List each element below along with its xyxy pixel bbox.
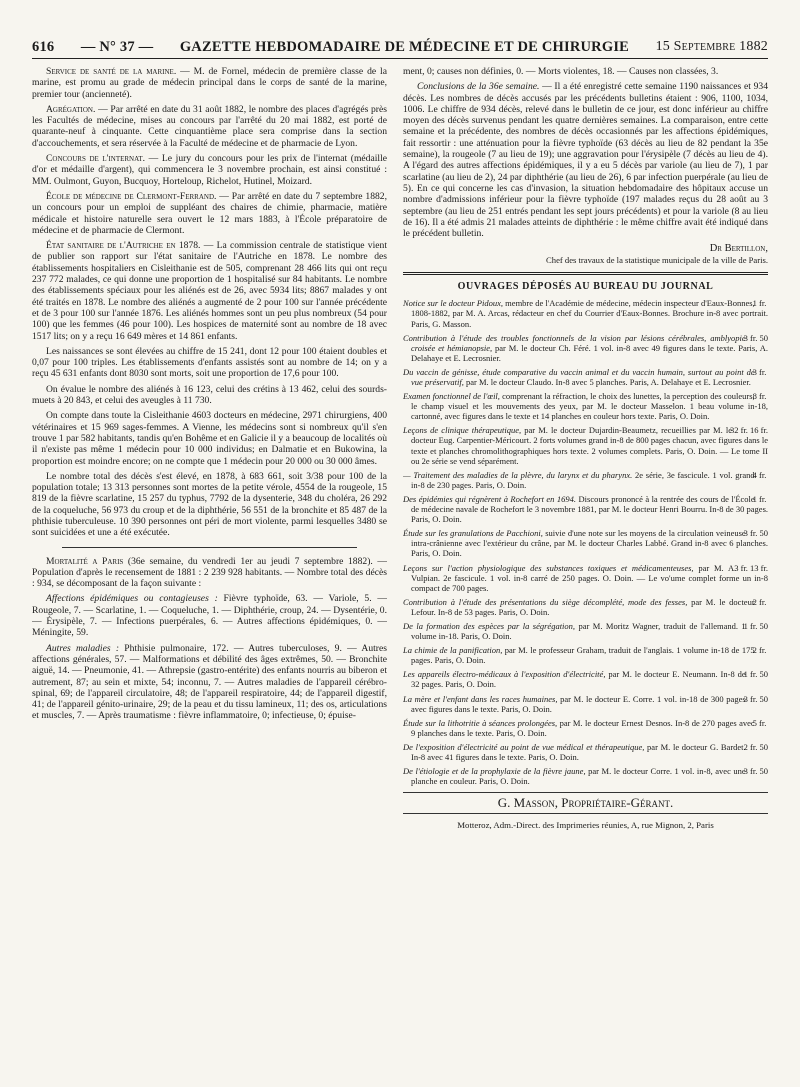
work-title: Notice sur le docteur Pidoux,	[403, 298, 504, 309]
paragraph-other-diseases: Autres maladies : Phthisie pulmonaire, 172. — Autres tuberculoses, 9. — Autres affections générales, 57. — Malformations et débilité des âges extrêmes, 50. — Bronchite aiguë, 14. — Pneumonie, 41. — Athrepsie (gastro-entérite) des enfants nourris au biberon et autrement, 87; au sein et mixte, 54; inconnu, 7. — Autres maladies de l'appareil cérébro-spinal, 69; de l'appareil circulatoire, 48; de l'appareil respiratoire, 44; de l'appareil digestif, 41; de l'appareil génito-urinaire, 29; de la peau et du tissu lamineux, 11; des os, articulations et muscles, 7. — Après traumatisme : fièvre inflammatoire, 0; infectieuse, 0; épuise-	[32, 642, 387, 722]
paragraph-alienes: On évalue le nombre des aliénés à 16 123, celui des crétins à 13 462, celui des sourds-muets à 20 843, et celui des aveugles à 11 730.	[32, 383, 387, 407]
work-price: 1 fr. 50	[743, 620, 768, 631]
work-title: Les appareils électro-médicaux à l'exposition d'électricité,	[403, 669, 606, 680]
work-title: — Traitement des maladies de la plèvre, du larynx et du pharynx.	[403, 469, 633, 480]
work-entry	[403, 645, 768, 665]
work-entry	[403, 621, 768, 641]
work-title: Examen fonctionnel de l'œil,	[403, 391, 500, 402]
work-title: La chimie de la panification,	[403, 645, 503, 656]
work-price: 2 fr. 50	[743, 741, 768, 752]
section-heading: État sanitaire de l'Autriche en 1878.	[46, 240, 201, 252]
work-description: par M. le docteur G. Bardet. In-8 avec 41 figures dans le texte. Paris, O. Doin.	[411, 741, 746, 762]
printer-line: Motteroz, Adm.-Direct. des Imprimeries réunies, A, rue Mignon, 2, Paris	[457, 819, 714, 830]
work-price: 3 fr. 50	[743, 766, 768, 777]
double-rule	[403, 272, 768, 275]
work-description: par M. le docteur Ch. Féré. 1 vol. in-8 avec 49 figures dans le texte. Paris, A. Delahaye et E. Lecrosnier.	[411, 342, 768, 363]
work-entry	[403, 597, 768, 617]
issue-number: — N° 37 —	[80, 38, 154, 55]
divider	[62, 547, 357, 548]
section-heading: Autres maladies :	[46, 642, 120, 654]
section-heading: École de médecine de Clermont-Ferrand.	[46, 190, 217, 202]
work-price: 3 fr.	[752, 366, 767, 377]
work-price: 3 fr. 50	[743, 332, 768, 343]
paragraph-clermont: École de médecine de Clermont-Ferrand. — Par arrêté en date du 7 septembre 1882, un concours pour un emploi de suppléant des chaires de chimie, pharmacie, matière médicale et histoire naturelle sera ouvert le 12 mars 1883, à l'École préparatoire de médecine et de pharmacie de Clermont.	[32, 190, 387, 236]
work-entry	[403, 425, 768, 465]
work-description: comprenant la réfraction, le choix des lunettes, la perception des couleurs, le champ visuel et les mouvements des yeux, par M. le docteur Masselon. 1 beau volume in-18, cartonné, avec figures dans le texte et 14 planches en couleur hors texte. Paris, O. Doin.	[411, 391, 768, 422]
work-entry	[403, 563, 768, 593]
work-price: 1 fr. 50	[743, 669, 768, 680]
work-price: 32 fr. 16 fr.	[729, 425, 768, 436]
work-entry	[403, 766, 768, 786]
work-price: 3 fr. 50	[743, 528, 768, 539]
section-heading: Conclusions de la 36e semaine.	[417, 81, 540, 93]
work-description: par M. le docteur E. Corre. 1 vol. in-18 de 300 pages avec figures dans le texte. Paris, O. Doin.	[411, 693, 746, 714]
work-price: 4 fr.	[752, 469, 767, 480]
work-price: 5 fr.	[752, 717, 767, 728]
section-heading: Mortalité a Paris	[46, 555, 124, 567]
page-number: 616	[32, 38, 55, 55]
paragraph-deaths: Le nombre total des décès s'est élevé, en 1878, à 683 661, soit 3/38 pour 100 de la population totale; 13 313 personnes sont mortes de la petite vérole, 4554 de la rougeole, 15 819 de la fièvre scarlatine, 15 257 du typhus, 7792 de la dysenterie, 348 du choléra, 26 292 de la coqueluche, 56 973 du croup et de la diphthérie, 56 551 de la bronchite et 85 487 de la phthisie tuberculeuse. 10 390 personnes ont péri de mort violente, parmi lesquelles 3480 se sont suicidées et une a été exécutée.	[32, 470, 387, 539]
work-title: De l'exposition d'électricité au point de vue médical et thérapeutique,	[403, 741, 645, 752]
work-entry	[403, 494, 768, 524]
paragraph-epidemic: Affections épidémiques ou contagieuses : Fièvre typhoïde, 63. — Variole, 5. — Rougeole, 7. — Scarlatine, 1. — Coqueluche, 1. — Diphthérie, croup, 24. — Dysentérie, 0. — Érysipèle, 7. — Infections puerpérales, 6. — Autres affections épidémiques, 0. — Méningite, 59.	[32, 593, 387, 639]
work-title: De la formation des espèces par la ségrégation,	[403, 620, 576, 631]
journal-title: GAZETTE HEBDOMADAIRE DE MÉDECINE ET DE CHIRURGIE	[179, 38, 630, 55]
work-description: par M. le professeur Graham, traduit de l'anglais. 1 volume in-18 de 175 pages. Paris, O. Doin.	[411, 645, 755, 666]
section-heading: Affections épidémiques ou contagieuses :	[46, 593, 218, 605]
work-description: par M. le docteur E. Neumann. In-8 de 32 pages. Paris, O. Doin.	[411, 669, 746, 690]
work-price: 2 fr.	[752, 596, 767, 607]
work-entry	[403, 742, 768, 762]
work-title: Étude sur la lithotritie à séances prolongées,	[403, 717, 558, 728]
work-entry	[403, 470, 768, 490]
work-price: 8 fr.	[752, 391, 767, 402]
work-price: 2 fr.	[752, 645, 767, 656]
work-description: Discours prononcé à la rentrée des cours de l'École de médecine navale de Rochefort le 3 novembre 1881, par M. le docteur Henri Bourru. In-8 de 30 pages. Paris, O. Doin.	[411, 493, 768, 525]
work-title: Du vaccin de génisse, étude comparative du vaccin animal et du vaccin humain, surtout au point de vue préservatif,	[403, 366, 755, 387]
section-heading: Concours de l'internat.	[46, 153, 146, 165]
work-description: par M. le docteur Corre. 1 vol. in-8, avec une planche en couleur. Paris, O. Doin.	[411, 766, 746, 787]
work-entry	[403, 367, 768, 387]
work-entry	[403, 528, 768, 558]
right-column	[403, 66, 768, 1066]
signature-title: Chef des travaux de la statistique municipale de la ville de Paris.	[546, 254, 768, 265]
work-entry	[403, 391, 768, 421]
work-title: Contribution à l'étude des présentations du siège décomplété, mode des fesses,	[403, 596, 688, 607]
work-title: Étude sur les granulations de Pacchioni,	[403, 528, 543, 539]
left-column	[32, 66, 387, 1066]
work-entry	[403, 669, 768, 689]
work-description: suivie d'une note sur les moyens de la circulation veineuse intra-crânienne avec l'extérieur du crâne, par M. le docteur Charles Labbé. Grand in-8 avec 6 planches. Paris, O. Doin.	[411, 528, 768, 559]
paragraph-conclusions: Conclusions de la 36e semaine. — Il a été enregistré cette semaine 1190 naissances et 934 décès. Les nombres de décès accusés par les précédents bulletins étaient : 906, 1100, 1034, 1006. Le chiffre de 934 décès, relevé dans le bulletin de ce jour, est donc inférieur au chiffre moyen des décès survenus pendant les quatre dernières semaines. La comparaison, entre cette semaine et la précédente, des nombres de décès occasionnés par les affections épidémiques, fait ressortir : une atténuation pour la fièvre typhoïde (63 décès au lieu de 82 pendant la 35e semaine), la rougeole (7 au lieu de 19); une aggravation pour l'érysipèle (7 décès au lieu de 4). A l'égard des autres affections épidémiques, il y a eu 5 décès par variole (au lieu de 7), 1 par scarlatine (au lieu de 2), 24 par diphthérie (au lieu de 26), 6 par infection puerpérale (au lieu de 5). En ce qui concerne les cas d'invasion, la situation hebdomadaire des hôpitaux accuse un nombre d'admissions inférieur pour la fièvre typhoïde (197 malades reçus du 28 août au 3 septembre (au lieu de 251 entrés pendant les sept jours précédents) et pour la variole (8 au lieu de 16). Il a été admis 21 malades atteints de diphthérie : le même chiffre avait été indiqué dans le précédent bulletin.	[403, 81, 768, 240]
work-description: membre de l'Académie de médecine, médecin inspecteur d'Eaux-Bonnes, 1808-1882, par M. A. Arcas, rédacteur en chef du Courrier d'Eaux-Bonnes. Brochure in-8 avec portrait. Paris, G. Masson.	[411, 298, 768, 329]
page-header	[32, 36, 768, 59]
work-description: par M. A. Vulpian. 2e fascicule. 1 vol. in-8 carré de 250 pages. O. Doin. — Le vo'ume complet forme un in-8 compact de 700 pages.	[411, 562, 768, 593]
paragraph-austria: État sanitaire de l'Autriche en 1878. — La commission centrale de statistique vient de publier son rapport sur l'état sanitaire de l'Autriche en 1878. Le nombre des établissements hospitaliers en Cisleithanie est de 505, comprenant 28 466 lits qui ont reçu 237 772 malades, ce qui donne une proportion de 1 hospitalisé sur 84 habitants. Le nombre des établissements spéciaux pour les aliénés est de 26, avec 5934 lits; 8867 malades y ont été traités en 1878. Le nombre des aliénés a augmenté de 2 pour 100 sur l'année précédente et de 3 pour 100 sur l'année 1876. Les aliénés hommes sont un peu plus nombreux (54 pour 100) que les femmes (46 pour 100). Les hospices de maternité sont au nombre de 18 avec 1517 lits; on y a reçu 16 649 mères et 14 861 enfants.	[32, 240, 387, 342]
publisher-line: G. Masson, Propriétaire-Gérant.	[403, 792, 768, 813]
work-title: Contribution à l'étude des troubles fonctionnels de la vision par lésions cérébrales, amblyopie croisée et hémianopsie,	[403, 332, 746, 353]
section-heading: Service de santé de la marine.	[46, 66, 177, 77]
paragraph-continuation: ment, 0; causes non définies, 0. — Morts violentes, 18. — Causes non classées, 3.	[403, 66, 719, 77]
work-entry	[403, 694, 768, 714]
work-entry	[403, 718, 768, 738]
signature: Dr Bertillon,	[709, 243, 768, 255]
work-price: 3 fr. 13 fr.	[734, 562, 768, 573]
paragraph-births: Les naissances se sont élevées au chiffre de 15 241, dont 12 pour 100 étaient doubles et 0,07 pour 100 triples. Les établissements d'enfants assistés sont au nombre de 14; on y a reçu 45 631 enfants dont 8030 sont morts, soit une proportion de 17,6 pour 100.	[32, 345, 387, 380]
work-title: Leçons sur l'action physiologique des substances toxiques et médicamenteuses,	[403, 562, 694, 573]
paragraph-navy-service: Service de santé de la marine. — M. de Fornel, médecin de première classe de la marine, est promu au grade de médecin principal dans le corps de santé de la marine, premier tour (ancienneté).	[32, 66, 387, 100]
work-description: par M. le docteur Lefour. In-8 de 53 pages. Paris, O. Doin.	[411, 596, 755, 617]
works-section-title: OUVRAGES DÉPOSÉS AU BUREAU DU JOURNAL	[457, 281, 714, 293]
work-title: Leçons de clinique thérapeutique,	[403, 425, 522, 436]
work-entry	[403, 333, 768, 363]
work-description: par M. le docteur Ernest Desnos. In-8 de 270 pages avec 9 planches dans le texte. Paris, O. Doin.	[411, 717, 755, 738]
work-price: 1 fr.	[752, 298, 767, 309]
paragraph-doctors: On compte dans toute la Cisleithanie 4603 docteurs en médecine, 2971 chirurgiens, 400 vétérinaires et 15 969 sages-femmes. A Vienne, les médecins sont si nombreux qu'il s'en trouve 1 par 582 habitants, tandis qu'en Bohême et en Galicie il y a beaucoup de localités où il n'existe pas même 1 médecin pour 10 000 individus; en Dalmatie et en Bukowina, la proportion est moindre encore; on ne compte que 1 médecin pour 20 000 ou 30 000 âmes.	[32, 410, 387, 467]
paragraph-internat: Concours de l'internat. — Le jury du concours pour les prix de l'internat (médaille d'or et médaille d'argent), qui commencera le 3 novembre prochain, est ainsi constitué : MM. Oulmont, Guyon, Bucquoy, Horteloup, Richelot, Hutinel, Moizard.	[32, 153, 387, 187]
work-description: par M. le docteur Dujardin-Beaumetz, recueillies par M. le docteur Eug. Carpentier-Méricourt. 2 forts volumes grand in-8 de 800 pages chacun, avec figures dans le texte et planches chromolithographiques hors texte. 2 volumes complets. Paris, O. Doin. — Le tome II ou 2e série se vend séparément.	[411, 425, 768, 466]
work-title: De l'étiologie et de la prophylaxie de la fièvre jaune,	[403, 766, 586, 777]
work-price: 1 fr.	[752, 493, 767, 504]
paragraph-agregation: Agrégation. — Par arrêté en date du 31 août 1882, le nombre des places d'agrégés près les Facultés de médecine, mises au concours par l'arrêté du 20 mai 1882, est porté de quarante-neuf à cinquante. Cette cinquantième place sera comprise dans la section d'accouchements, et sera réservée à la Faculté de médecine et de pharmacie de Lyon.	[32, 103, 387, 149]
paragraph-paris-mortality: Mortalité a Paris (36e semaine, du vendredi 1er au jeudi 7 septembre 1882). — Population d'après le recensement de 1881 : 2 239 928 habitants. — Nombre total des décès : 934, se décomposant de la façon suivante :	[32, 555, 387, 590]
work-title: La mère et l'enfant dans les races humaines,	[403, 693, 558, 704]
work-description: 2e série, 3e fascicule. 1 vol. grand in-8 de 230 pages. Paris, O. Doin.	[411, 469, 755, 490]
work-title: Des épidémies qui régnèrent à Rochefort en 1694.	[403, 493, 577, 504]
issue-date: 15 Septembre 1882	[655, 39, 768, 54]
work-entry	[403, 298, 768, 328]
work-description: par M. Moritz Wagner, traduit de l'allemand. 1 volume in-18. Paris, O. Doin.	[411, 620, 746, 642]
section-heading: Agrégation.	[46, 103, 96, 115]
works-list	[403, 298, 768, 786]
work-description: par M. le docteur Claudo. In-8 avec 5 planches. Paris, A. Delahaye et E. Lecrosnier.	[463, 377, 751, 387]
work-price: 3 fr. 50	[743, 693, 768, 704]
